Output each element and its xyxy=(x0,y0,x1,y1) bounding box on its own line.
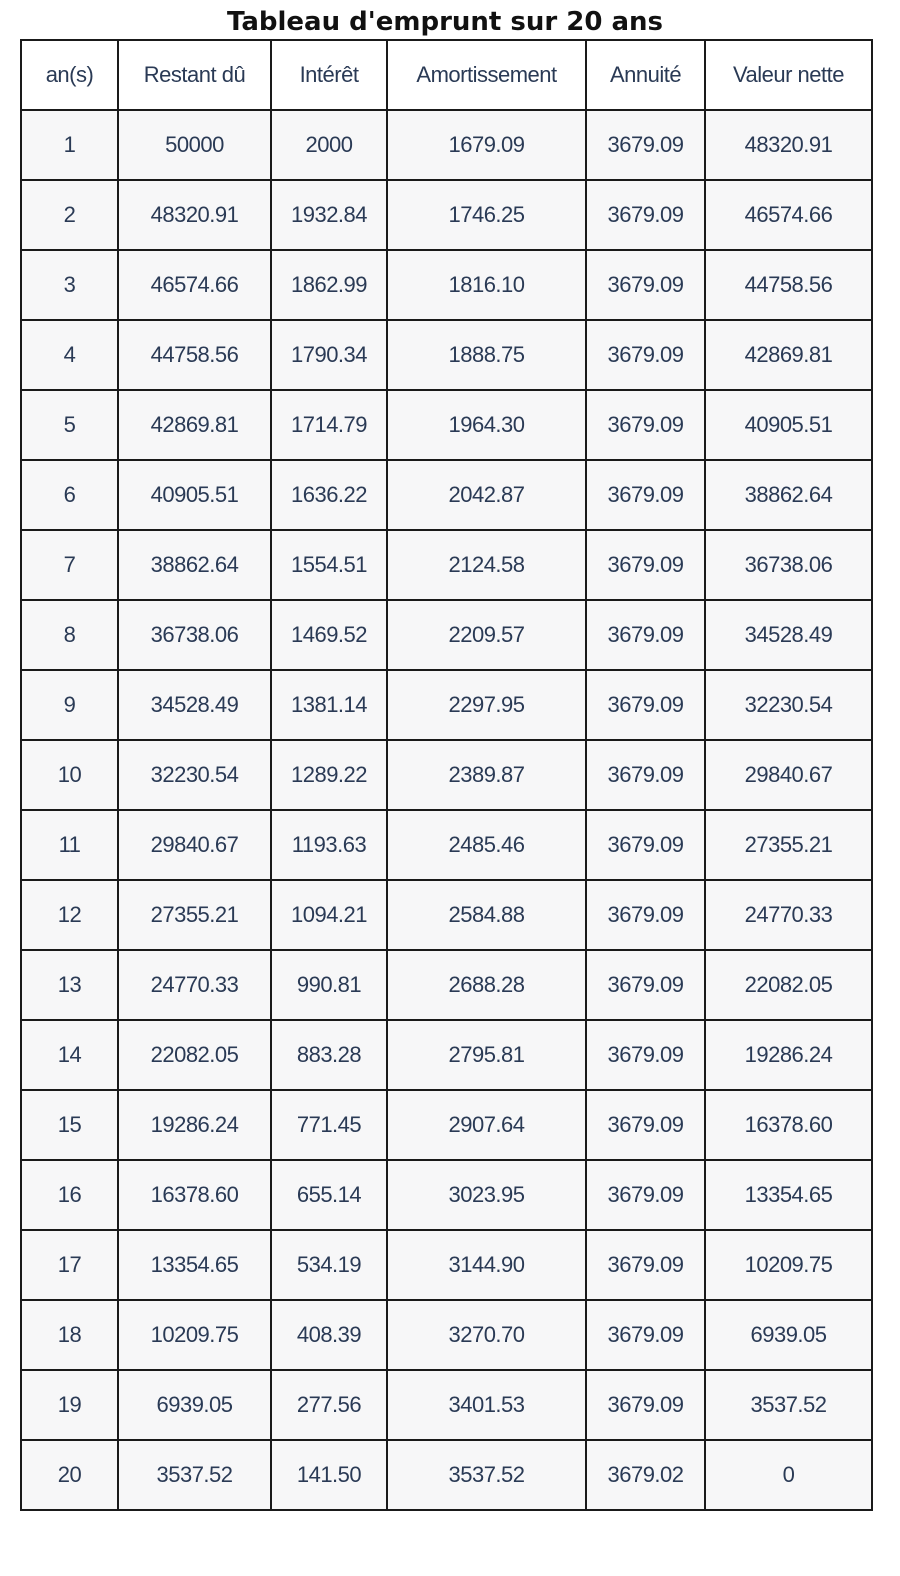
cell-annuity: 3679.09 xyxy=(586,530,705,600)
cell-net-value: 32230.54 xyxy=(705,670,872,740)
cell-amortization: 3401.53 xyxy=(387,1370,586,1440)
header-interest: Intérêt xyxy=(271,40,387,110)
cell-annuity: 3679.09 xyxy=(586,320,705,390)
cell-amortization: 1888.75 xyxy=(387,320,586,390)
table-row xyxy=(21,740,872,810)
cell-net-value: 46574.66 xyxy=(705,180,872,250)
cell-interest: 1790.34 xyxy=(271,320,387,390)
cell-interest: 1862.99 xyxy=(271,250,387,320)
cell-annuity: 3679.09 xyxy=(586,1370,705,1440)
cell-year: 11 xyxy=(21,810,118,880)
table-row xyxy=(21,1370,872,1440)
table-row xyxy=(21,600,872,670)
cell-amortization: 1816.10 xyxy=(387,250,586,320)
cell-annuity: 3679.09 xyxy=(586,390,705,460)
cell-amortization: 3144.90 xyxy=(387,1230,586,1300)
cell-year: 5 xyxy=(21,390,118,460)
cell-year: 12 xyxy=(21,880,118,950)
cell-net-value: 44758.56 xyxy=(705,250,872,320)
cell-amortization: 2688.28 xyxy=(387,950,586,1020)
cell-net-value: 42869.81 xyxy=(705,320,872,390)
cell-year: 13 xyxy=(21,950,118,1020)
loan-table xyxy=(20,39,873,1511)
cell-year: 9 xyxy=(21,670,118,740)
cell-interest: 408.39 xyxy=(271,1300,387,1370)
cell-remaining: 40905.51 xyxy=(118,460,271,530)
cell-annuity: 3679.09 xyxy=(586,1090,705,1160)
cell-amortization: 2209.57 xyxy=(387,600,586,670)
cell-interest: 141.50 xyxy=(271,1440,387,1510)
cell-annuity: 3679.09 xyxy=(586,880,705,950)
cell-annuity: 3679.09 xyxy=(586,1160,705,1230)
cell-net-value: 27355.21 xyxy=(705,810,872,880)
cell-interest: 1381.14 xyxy=(271,670,387,740)
cell-net-value: 48320.91 xyxy=(705,110,872,180)
cell-amortization: 1679.09 xyxy=(387,110,586,180)
table-row xyxy=(21,810,872,880)
cell-interest: 1714.79 xyxy=(271,390,387,460)
cell-net-value: 38862.64 xyxy=(705,460,872,530)
cell-interest: 771.45 xyxy=(271,1090,387,1160)
table-row xyxy=(21,880,872,950)
cell-amortization: 3270.70 xyxy=(387,1300,586,1370)
cell-year: 19 xyxy=(21,1370,118,1440)
cell-remaining: 22082.05 xyxy=(118,1020,271,1090)
table-row xyxy=(21,320,872,390)
cell-year: 3 xyxy=(21,250,118,320)
cell-annuity: 3679.09 xyxy=(586,740,705,810)
cell-net-value: 3537.52 xyxy=(705,1370,872,1440)
cell-year: 4 xyxy=(21,320,118,390)
cell-annuity: 3679.09 xyxy=(586,460,705,530)
cell-net-value: 24770.33 xyxy=(705,880,872,950)
cell-amortization: 1746.25 xyxy=(387,180,586,250)
header-remaining: Restant dû xyxy=(118,40,271,110)
cell-remaining: 48320.91 xyxy=(118,180,271,250)
table-row xyxy=(21,250,872,320)
table-row xyxy=(21,950,872,1020)
cell-annuity: 3679.09 xyxy=(586,1020,705,1090)
cell-interest: 2000 xyxy=(271,110,387,180)
cell-interest: 655.14 xyxy=(271,1160,387,1230)
table-row xyxy=(21,390,872,460)
cell-amortization: 2795.81 xyxy=(387,1020,586,1090)
cell-net-value: 16378.60 xyxy=(705,1090,872,1160)
cell-annuity: 3679.09 xyxy=(586,1300,705,1370)
cell-remaining: 32230.54 xyxy=(118,740,271,810)
header-year: an(s) xyxy=(21,40,118,110)
table-row xyxy=(21,1300,872,1370)
table-row xyxy=(21,110,872,180)
cell-annuity: 3679.09 xyxy=(586,250,705,320)
cell-amortization: 2485.46 xyxy=(387,810,586,880)
table-row xyxy=(21,670,872,740)
cell-remaining: 50000 xyxy=(118,110,271,180)
cell-remaining: 36738.06 xyxy=(118,600,271,670)
cell-year: 10 xyxy=(21,740,118,810)
cell-amortization: 2907.64 xyxy=(387,1090,586,1160)
cell-year: 8 xyxy=(21,600,118,670)
cell-interest: 1469.52 xyxy=(271,600,387,670)
cell-remaining: 27355.21 xyxy=(118,880,271,950)
header-net-value: Valeur nette xyxy=(705,40,872,110)
cell-annuity: 3679.09 xyxy=(586,810,705,880)
cell-year: 7 xyxy=(21,530,118,600)
cell-interest: 1554.51 xyxy=(271,530,387,600)
cell-remaining: 19286.24 xyxy=(118,1090,271,1160)
cell-net-value: 29840.67 xyxy=(705,740,872,810)
cell-annuity: 3679.09 xyxy=(586,110,705,180)
cell-amortization: 3023.95 xyxy=(387,1160,586,1230)
cell-year: 6 xyxy=(21,460,118,530)
cell-year: 16 xyxy=(21,1160,118,1230)
header-amortization: Amortissement xyxy=(387,40,586,110)
cell-annuity: 3679.09 xyxy=(586,670,705,740)
cell-remaining: 42869.81 xyxy=(118,390,271,460)
cell-amortization: 3537.52 xyxy=(387,1440,586,1510)
cell-year: 15 xyxy=(21,1090,118,1160)
cell-remaining: 16378.60 xyxy=(118,1160,271,1230)
cell-interest: 1932.84 xyxy=(271,180,387,250)
header-annuity: Annuité xyxy=(586,40,705,110)
cell-annuity: 3679.09 xyxy=(586,600,705,670)
cell-annuity: 3679.09 xyxy=(586,180,705,250)
cell-remaining: 3537.52 xyxy=(118,1440,271,1510)
header-row xyxy=(21,40,872,110)
cell-remaining: 10209.75 xyxy=(118,1300,271,1370)
cell-net-value: 0 xyxy=(705,1440,872,1510)
cell-year: 14 xyxy=(21,1020,118,1090)
table-row xyxy=(21,1160,872,1230)
table-row xyxy=(21,460,872,530)
table-row xyxy=(21,1440,872,1510)
cell-interest: 990.81 xyxy=(271,950,387,1020)
cell-amortization: 1964.30 xyxy=(387,390,586,460)
cell-interest: 534.19 xyxy=(271,1230,387,1300)
cell-year: 2 xyxy=(21,180,118,250)
cell-remaining: 34528.49 xyxy=(118,670,271,740)
cell-net-value: 34528.49 xyxy=(705,600,872,670)
cell-net-value: 6939.05 xyxy=(705,1300,872,1370)
cell-remaining: 24770.33 xyxy=(118,950,271,1020)
cell-remaining: 13354.65 xyxy=(118,1230,271,1300)
cell-net-value: 40905.51 xyxy=(705,390,872,460)
cell-net-value: 36738.06 xyxy=(705,530,872,600)
cell-net-value: 22082.05 xyxy=(705,950,872,1020)
cell-amortization: 2297.95 xyxy=(387,670,586,740)
cell-net-value: 13354.65 xyxy=(705,1160,872,1230)
cell-net-value: 10209.75 xyxy=(705,1230,872,1300)
cell-amortization: 2389.87 xyxy=(387,740,586,810)
cell-annuity: 3679.02 xyxy=(586,1440,705,1510)
cell-remaining: 44758.56 xyxy=(118,320,271,390)
cell-annuity: 3679.09 xyxy=(586,1230,705,1300)
cell-remaining: 38862.64 xyxy=(118,530,271,600)
table-row xyxy=(21,1230,872,1300)
cell-year: 18 xyxy=(21,1300,118,1370)
cell-interest: 1636.22 xyxy=(271,460,387,530)
cell-year: 17 xyxy=(21,1230,118,1300)
table-title: Tableau d'emprunt sur 20 ans xyxy=(226,7,664,37)
cell-annuity: 3679.09 xyxy=(586,950,705,1020)
cell-remaining: 6939.05 xyxy=(118,1370,271,1440)
cell-amortization: 2584.88 xyxy=(387,880,586,950)
cell-remaining: 29840.67 xyxy=(118,810,271,880)
cell-amortization: 2042.87 xyxy=(387,460,586,530)
table-header xyxy=(21,40,872,110)
cell-interest: 1094.21 xyxy=(271,880,387,950)
cell-interest: 277.56 xyxy=(271,1370,387,1440)
table-row xyxy=(21,1020,872,1090)
table-row xyxy=(21,180,872,250)
cell-net-value: 19286.24 xyxy=(705,1020,872,1090)
cell-interest: 1193.63 xyxy=(271,810,387,880)
table-body xyxy=(21,110,872,1510)
cell-interest: 883.28 xyxy=(271,1020,387,1090)
cell-interest: 1289.22 xyxy=(271,740,387,810)
cell-year: 20 xyxy=(21,1440,118,1510)
cell-amortization: 2124.58 xyxy=(387,530,586,600)
table-row xyxy=(21,1090,872,1160)
cell-remaining: 46574.66 xyxy=(118,250,271,320)
table-row xyxy=(21,530,872,600)
cell-year: 1 xyxy=(21,110,118,180)
